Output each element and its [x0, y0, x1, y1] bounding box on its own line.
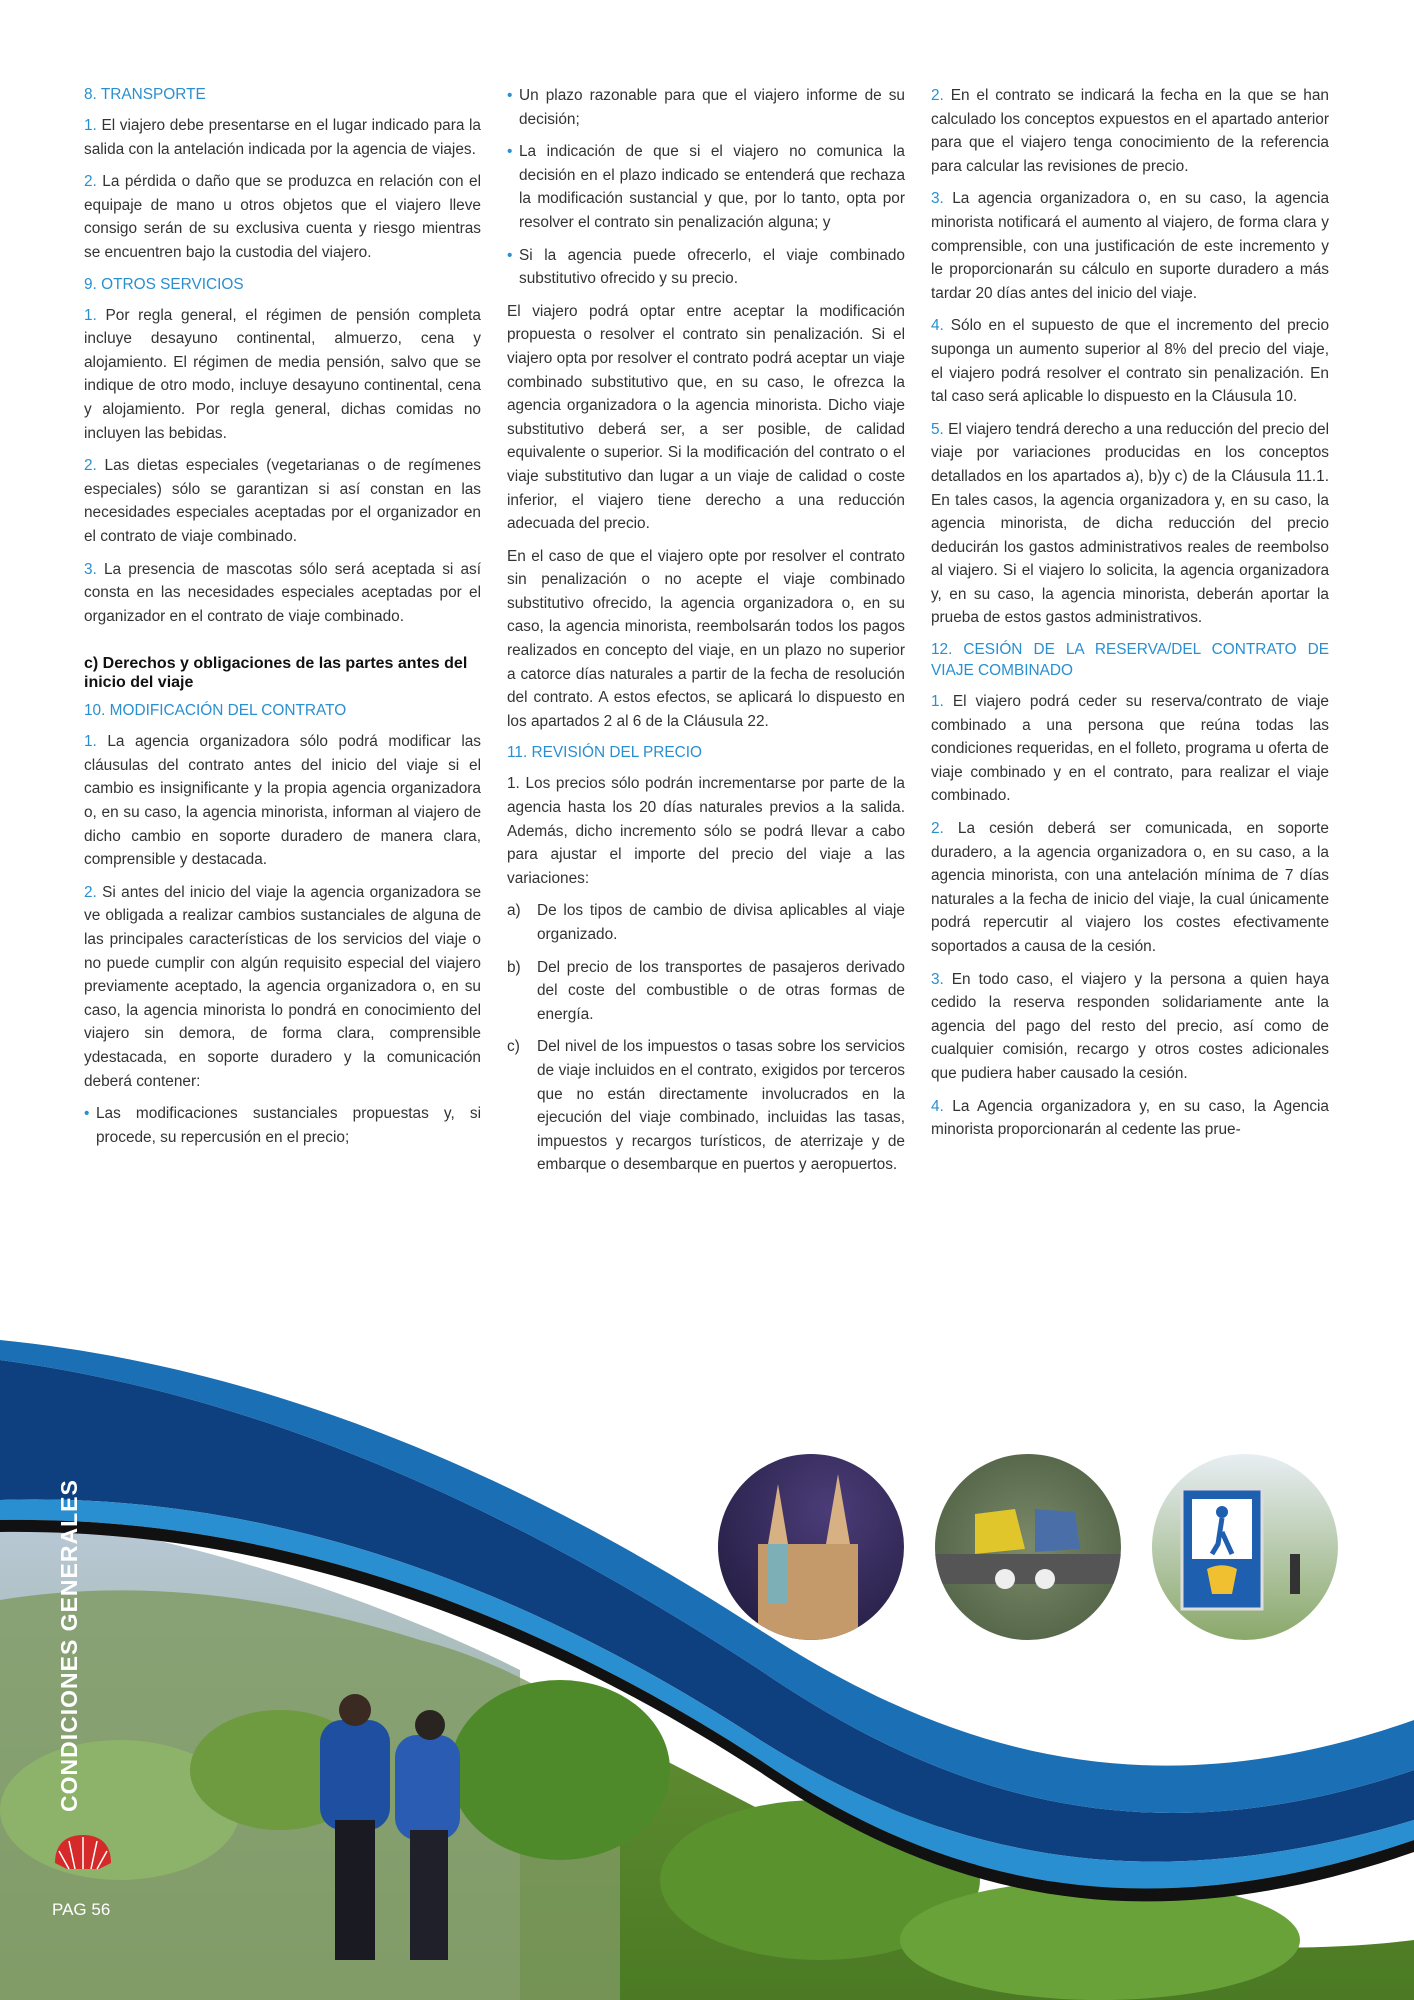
page-number: PAG 56	[52, 1900, 111, 1919]
heading-otros-servicios: 9. OTROS SERVICIOS	[84, 275, 244, 293]
paragraph: El viajero podrá optar entre aceptar la modificación propuesta o resolver el contrato sin penalización. Si el viajero opta por resolver el contrato podrá aceptar un viaje combinado substitutivo que, en su caso, le ofrezca la agencia organizadora o la agencia minorista. Dicho viaje substitutivo deberá ser, a ser posible, de calidad equivalente o superior. Si la modificación del contrato o el viaje substitutivo dan lugar a un viaje de calidad o coste inferior, el viajero tiene derecho a una reducción adecuada del precio.	[507, 302, 905, 533]
paragraph: 4. La Agencia organizadora y, en su caso, la Agencia minorista proporcionarán al cedente las prue-	[931, 1097, 1329, 1139]
heading-modificacion: 10. MODIFICACIÓN DEL CONTRATO	[84, 702, 347, 720]
paragraph: 2. La pérdida o daño que se produzca en relación con el equipaje de mano u otros objetos que el viajero lleve consigo serán de su exclusiva cuenta y riesgo mientras se encuentren bajo la custodia del viajero.	[84, 173, 482, 261]
camino-sign-photo	[1152, 1454, 1338, 1640]
boots-photo	[935, 1454, 1121, 1640]
column-1	[84, 84, 481, 1158]
paragraph: 1. La agencia organizadora sólo podrá modificar las cláusulas del contrato antes del inicio del viaje si el cambio es insignificante y la propia agencia organizadora o, en su caso, la agencia minorista, informan al viajero de dicho cambio en soporte duradero de manera clara, comprensible y destacada.	[84, 733, 481, 869]
heading-revision-precio: 11. REVISIÓN DEL PRECIO	[507, 744, 703, 762]
paragraph: 2. La cesión deberá ser comunicada, en soporte duradero, a la agencia organizadora o, en su caso, a la agencia minorista, con una antelación mínima de 7 días naturales a la fecha de inicio del viaje, la cual únicamente podrá repercutir al viajero los costes efectivamente soportados a causa de la cesión.	[931, 820, 1329, 955]
list-item: a) De los tipos de cambio de divisa aplicables al viaje organizado.	[507, 902, 905, 943]
heading-transporte: 8. TRANSPORTE	[84, 86, 206, 103]
heading-cesion: 12. CESIÓN DE LA RESERVA/DEL CONTRATO DE VIAJE COMBINADO	[931, 641, 1329, 680]
bullet-item: • Si la agencia puede ofrecerlo, el viaje combinado substitutivo ofrecido y su precio.	[507, 244, 905, 291]
section-heading: c) Derechos y obligaciones de las partes antes del inicio del viaje	[84, 655, 468, 692]
paragraph: 1. Por regla general, el régimen de pensión completa incluye desayuno continental, almuerzo, cena y alojamiento. El régimen de media pensión, salvo que se indique de otro modo, incluye desayuno continental, cena y alojamiento. Por regla general, dichas comidas no incluyen las bebidas.	[84, 306, 481, 442]
paragraph: 1. El viajero podrá ceder su reserva/contrato de viaje combinado a una persona que reúna todas las condiciones requeridas, en el folleto, programa u oferta de viaje combinado y en el contrato, para realizar el viaje combinado.	[931, 693, 1329, 805]
paragraph: 2. Si antes del inicio del viaje la agencia organizadora se ve obligada a realizar cambios sustanciales de alguna de las principales características de los servicios del viaje o no puede cumplir con algún requisito especial del viajero previamente aceptado, la agencia organizadora o, en su caso, la agencia minorista lo pondrá en conocimiento del viajero sin demora, de forma clara, comprensible ydestacada, en soporte duradero y la comunicación deberá contener:	[84, 883, 482, 1090]
bullet-item: • La indicación de que si el viajero no comunica la decisión en el plazo indicado se entenderá que rechaza la modificación sustancial y que, por lo tanto, opta por resolver el contrato sin penalización alguna; y	[507, 140, 905, 234]
paragraph: 2. En el contrato se indicará la fecha en la que se han calculado los conceptos expuestos en el apartado anterior para que el viajero tenga conocimiento de la referencia para calcular las revisiones de precio.	[931, 87, 1329, 175]
paragraph: 4. Sólo en el supuesto de que el incremento del precio suponga un aumento superior al 8% del precio del viaje, el viajero podrá resolver el contrato sin penalización. En tal caso será aplicable lo dispuesto en la Cláusula 10.	[931, 317, 1330, 406]
cathedral-photo	[718, 1454, 904, 1640]
footer-artwork	[0, 1340, 1414, 2000]
paragraph: 2. Las dietas especiales (vegetarianas o de regímenes especiales) sólo se garantizan si así constan en las necesidades especiales aceptadas por el organizador en el contrato de viaje combinado.	[84, 457, 481, 545]
paragraph: 1. El viajero debe presentarse en el lugar indicado para la salida con la antelación indicada por la agencia de viajes.	[84, 117, 481, 158]
paragraph: 5. El viajero tendrá derecho a una reducción del precio del viaje por variaciones producidas en los conceptos detallados en los apartados a), b)y c) de la Cláusula 11.1. En tales casos, la agencia organizadora y, en su caso, la agencia minorista, de dicha reducción del precio deducirán los gastos administrativos reales de reembolso al viajero. Si el viajero lo solicita, la agencia organizadora y, en su caso, la agencia minorista, deberán aportar la prueba de estos gastos administrativos.	[931, 420, 1329, 627]
paragraph: 1. Los precios sólo podrán incrementarse por parte de la agencia hasta los 20 días naturales previos a la salida. Además, dicho incremento sólo se podrá llevar a cabo para ajustar el importe del precio del viaje a las variaciones:	[507, 775, 905, 887]
section-side-title: CONDICIONES GENERALES	[56, 1479, 82, 1812]
column-2	[507, 84, 905, 1186]
bullet-item: • Las modificaciones sustanciales propuestas y, si procede, su repercusión en el precio;	[84, 1102, 481, 1149]
paragraph: 3. La agencia organizadora o, en su caso, la agencia minorista notificará el aumento al viajero, de forma clara y comprensible, con una justificación de este incremento y le proporcionarán su cálculo en suporte duradero a más tardar 20 días antes del inicio del viaje.	[931, 190, 1330, 302]
list-item: c) Del nivel de los impuestos o tasas sobre los servicios de viaje incluidos en el contrato, exigidos por terceros que no están directamente involucrados en la ejecución del viaje combinado, incluidas las tasas, impuestos y recargos turísticos, de aterrizaje y de embarque o desembarque en puertos y aeropuertos.	[507, 1038, 905, 1174]
paragraph: 3. En todo caso, el viajero y la persona a quien haya cedido la reserva responden solidariamente ante la agencia del pago del resto del precio, así como de cualquier comisión, recargo y otros costes adicionales que pudiera haber causado la cesión.	[931, 970, 1329, 1082]
paragraph: En el caso de que el viajero opte por resolver el contrato sin penalización o no acepte el viaje combinado substitutivo ofrecido, la agencia organizadora o, en su caso, la agencia minorista, reembolsarán todos los pagos realizados en concepto del viaje, en un plazo no superior a catorce días naturales a partir de la fecha de resolución del contrato. A estos efectos, se aplicará lo dispuesto en los apartados 2 al 6 de la Cláusula 22.	[507, 547, 905, 730]
bullet-item: • Un plazo razonable para que el viajero informe de su decisión;	[507, 84, 905, 131]
paragraph: 3. La presencia de mascotas sólo será aceptada si así consta en las necesidades especiales aceptadas por el organizador en el contrato de viaje combinado.	[84, 560, 481, 625]
column-3	[931, 84, 1329, 1151]
list-item: b) Del precio de los transportes de pasajeros derivado del coste del combustible o de otras formas de energía.	[507, 958, 905, 1023]
